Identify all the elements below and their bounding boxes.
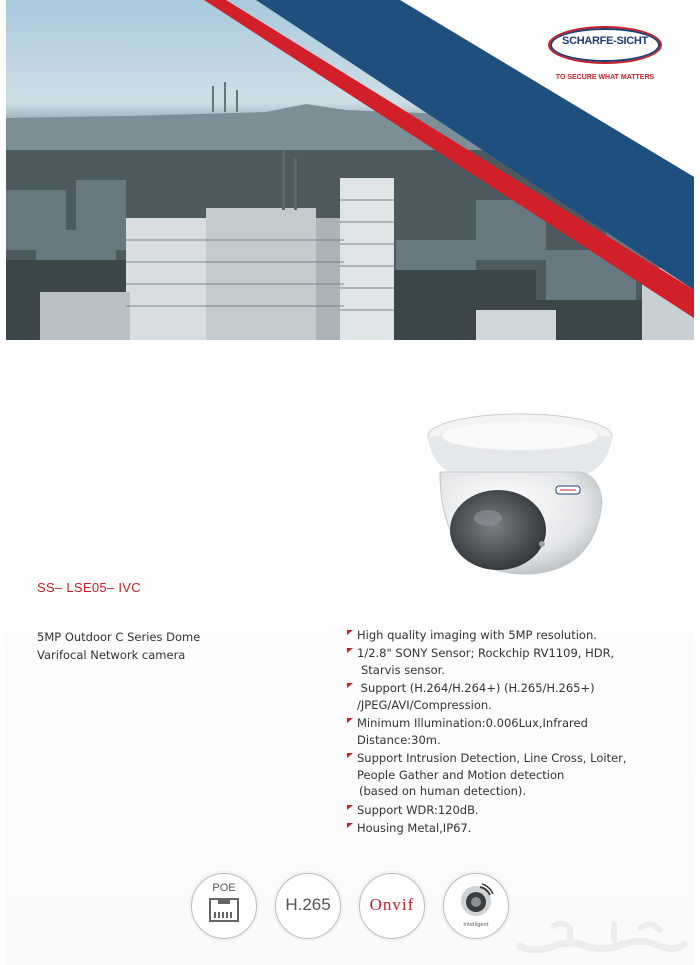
feature-line: Housing Metal,IP67. (357, 820, 472, 835)
feature-line: Support (H.264/H.264+) (H.265/H.265+) (357, 681, 595, 696)
h265-label: H.265 (285, 895, 331, 914)
feature-line: Support Intrusion Detection, Line Cross, Loiter, (357, 750, 627, 765)
product-description (37, 628, 277, 664)
bullet-arrow-icon (347, 683, 353, 688)
bullet-arrow-icon (347, 630, 353, 635)
feature-line: Starvis sensor. (361, 662, 445, 677)
description-line: 5MP Outdoor C Series Dome (37, 630, 201, 644)
intelligent-badge (443, 873, 509, 939)
haraj-watermark (514, 916, 689, 956)
feature-item (346, 627, 676, 644)
brand-tagline: TO SECURE WHAT MATTERS (555, 74, 655, 81)
feature-line: Minimum Illumination:0.006Lux,Infrared (357, 716, 588, 731)
poe-badge (191, 873, 257, 939)
dome-camera-image (420, 406, 620, 586)
feature-line: People Gather and Motion detection (357, 767, 565, 782)
bullet-arrow-icon (347, 648, 353, 653)
feature-line: /JPEG/AVI/Compression. (357, 697, 492, 712)
bullet-arrow-icon (347, 823, 353, 828)
feature-item (346, 750, 676, 800)
brand-logo (540, 18, 670, 88)
feature-item (346, 820, 676, 837)
feature-line: Distance:30m. (357, 732, 441, 747)
bullet-arrow-icon (347, 718, 353, 723)
ethernet-port-icon (209, 898, 239, 922)
brand-name: SCHARFE-SICHT (562, 35, 648, 47)
h265-badge (275, 873, 341, 939)
feature-item (346, 802, 676, 819)
feature-line: 1/2.8" SONY Sensor; Rockchip RV1109, HDR, (357, 646, 615, 661)
feature-list (346, 627, 676, 838)
intelligent-label: Intelligent (463, 922, 489, 928)
feature-line: (based on human detection). (359, 784, 527, 799)
feature-line: Support WDR:120dB. (357, 802, 479, 817)
model-number: SS– LSE05– IVC (37, 580, 141, 595)
description-line: Varifocal Network camera (37, 648, 186, 662)
feature-item (346, 645, 676, 678)
feature-line: High quality imaging with 5MP resolution. (357, 628, 597, 642)
poe-label: POE (212, 882, 236, 894)
feature-item (346, 715, 676, 748)
onvif-badge (359, 873, 425, 939)
feature-item (346, 680, 676, 713)
bullet-arrow-icon (347, 805, 353, 810)
onvif-label: Onvif (369, 895, 415, 914)
ai-lens-icon (458, 883, 494, 919)
bullet-arrow-icon (347, 753, 353, 758)
